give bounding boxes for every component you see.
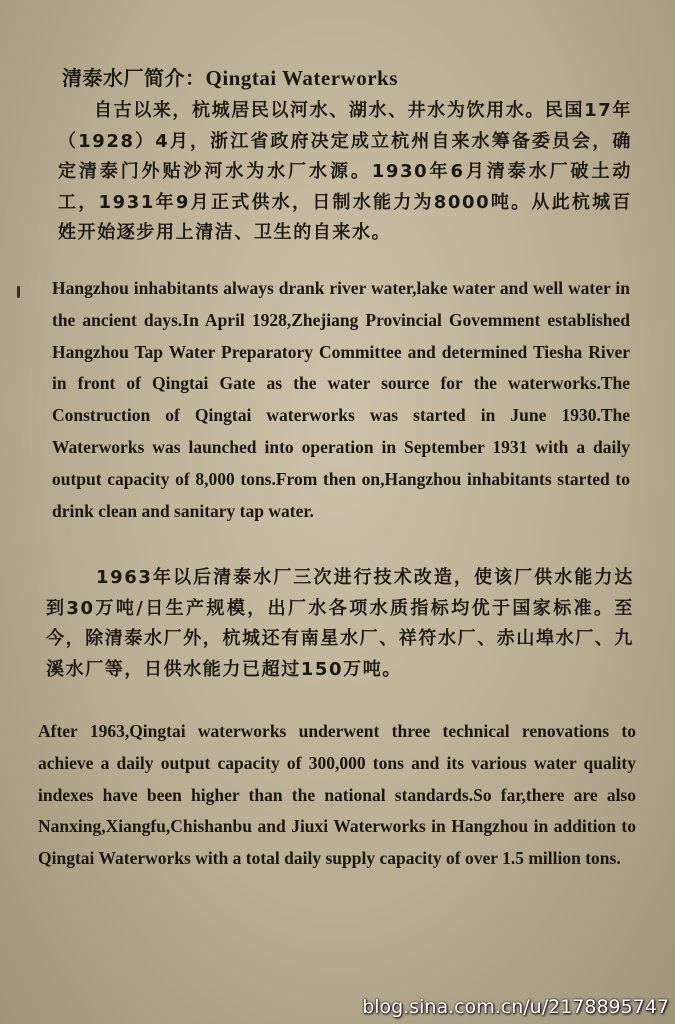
stain-mark bbox=[17, 286, 20, 298]
blog-watermark: blog.sina.com.cn/u/2178895747 bbox=[362, 996, 669, 1018]
paragraph-english-renovation: After 1963,Qingtai waterworks underwent three technical renovations to achieve a daily output capacity of 300,000 tons and its various water quality indexes have been higher than the national standards.So far,there are also Nanxing,Xiangfu,Chishanbu and Jiuxi Waterworks in Hangzhou in addition to Qingtai Waterworks with a total daily supply capacity of over 1.5 million tons. bbox=[38, 721, 636, 869]
title-chinese: 清泰水厂简介： bbox=[62, 66, 206, 90]
paragraph-chinese-renovation: 1963年以后清泰水厂三次进行技术改造，使该厂供水能力达到30万吨/日生产规模，出厂水各项水质指标均优于国家标准。至今，除清泰水厂外，杭城还有南星水厂、祥符水厂、赤山埠水厂、九溪水厂等，日供水能力已超过150万吨。 bbox=[46, 567, 634, 680]
plaque-title bbox=[62, 62, 398, 91]
paragraph-chinese-history: 自古以来，杭城居民以河水、湖水、井水为饮用水。民国17年（1928）4月，浙江省政府决定成立杭州自来水筹备委员会，确定清泰门外贴沙河水为水厂水源。1930年6月清泰水厂破土动工，1931年9月正式供水，日制水能力为8000吨。从此杭城百姓开始逐步用上清洁、卫生的自来水。 bbox=[58, 100, 632, 243]
title-english: Qingtai Waterworks bbox=[205, 66, 398, 90]
paragraph-english-history: Hangzhou inhabitants always drank river water,lake water and well water in the ancient days.In April 1928,Zhejiang Provincial Govemment established Hangzhou Tap Water Preparatory Committee and determined Tiesha River in front of Qingtai Gate as the water source for the waterworks.The Construction of Qingtai waterworks was started in June 1930.The Waterworks was launched into operation in September 1931 with a daily output capacity of 8,000 tons.From then on,Hangzhou inhabitants started to drink clean and sanitary tap water. bbox=[52, 278, 630, 521]
